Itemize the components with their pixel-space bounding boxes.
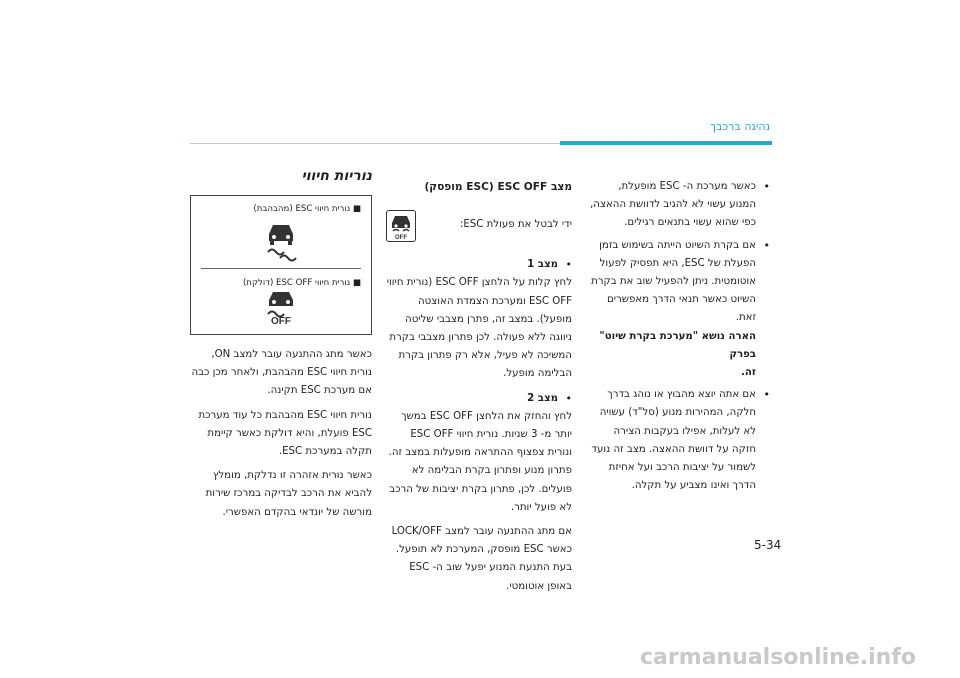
panel-divider bbox=[201, 268, 361, 269]
bullet-icon: • bbox=[565, 258, 572, 272]
section-title: נוריות חיווי bbox=[301, 168, 372, 184]
header-rule-accent bbox=[560, 141, 772, 145]
panel-label-blinking: ■ נורית חיווי ESC (מהבהבת) bbox=[253, 204, 361, 214]
list-item: • אם אתה יוצא מהבוץ או נוהג בדרך חלקה, המהירות מנוע (סל"ד) עשויה לא לעלות, אפילו בעקבות הצירה חזקה על דוושת ההאצה. מצב זה נועד לשמור על יציבות הרכב ועל אחיזת הדרך ואינו מצביע על תקלה. bbox=[591, 388, 770, 492]
esc-indicator-icon bbox=[265, 222, 297, 266]
esc-off-button-icon bbox=[386, 210, 416, 242]
section-header-title: נהיגה ברכבך bbox=[710, 120, 770, 133]
mode-2-title: • מצב 2 bbox=[386, 390, 572, 408]
paragraph: כאשר נורית אזהרה זו נדלקת, מומלץ להביא את הרכב לבדיקה במרכז שירות מורשה של יונדאי בהקדם האפשרי. bbox=[205, 470, 372, 518]
icon-caption: ידי לבטל את פעולת ESC: bbox=[459, 219, 572, 231]
esc-off-indicator-icon bbox=[265, 290, 297, 334]
bullet-icon: • bbox=[763, 238, 770, 252]
page-number: 5-34 bbox=[754, 538, 782, 552]
left-column bbox=[190, 346, 372, 522]
list-item: • כאשר מערכת ה- ESC מופעלת, המנוע עשוי לא להגיב לדוושת ההאצה, כפי שהוא עשוי בתנאים רגילים. bbox=[590, 180, 770, 229]
paragraph: נורית חיווי ESC מהבהבת כל עוד מערכת ESC פועלת, והיא דולקת כאשר קיימת תקלה במערכת ESC. bbox=[198, 409, 372, 458]
paragraph: כאשר מתג ההתנעה עובר למצב ON, נורית חיווי ESC מהבהבת, ולאחר מכן כבה אם מערכת ESC תקינה. bbox=[191, 349, 372, 397]
mode-1-text: לחץ קלות על הלחצן ESC OFF (נורית חיווי ESC OFF ומערכת הצמדת האוצטה מופעל). במצב זה, פתרן מצבבי שליטה ניווגה ללא פעולה. לכן פתרון מצבבי בקרת המשיכה לא פעיל, אלא רק פתרון בקרת הבלימה מופעל. bbox=[386, 277, 572, 380]
list-item: • אם בקרת השיוט הייתה בשימוש בזמן הפעלת של ESC, היא תפסיק לפעול אוטומטית. ניתן להפעיל שוב את בקרת השיוט כאשר תנאי הדרך מאפשרים זאת. הארה נושא "מערכת בקרת שיוט" בפרק זה. bbox=[590, 237, 770, 383]
bullet-icon: • bbox=[565, 391, 572, 405]
esc-off-button-row bbox=[386, 208, 572, 256]
middle-column bbox=[386, 178, 572, 596]
bullet-icon: • bbox=[763, 180, 770, 193]
bold-text: הארה נושא "מערכת בקרת שיוט" בפרק bbox=[599, 330, 756, 360]
bold-text: זה. bbox=[741, 367, 756, 379]
bullet-icon: • bbox=[763, 388, 770, 402]
panel-label-steady: ■ נורית חיווי ESC OFF (דולקת) bbox=[242, 278, 361, 288]
lock-off-text: אם מתג ההתנעה עובר למצב LOCK/OFF כאשר ESC מופסק, המערכת לא תופעל. בעת התנעת המנוע יפעל שוב ה- ESC באופן אוטומטי. bbox=[391, 526, 572, 592]
mode-1-title: • מצב 1 bbox=[386, 256, 572, 274]
right-column bbox=[590, 178, 770, 495]
off-text: OFF bbox=[271, 316, 291, 327]
mode-2-text: לחץ והחזק את הלחצן ESC OFF במשך יותר מ- 3 שניות. נורית חיווי ESC OFF ונורית צפצוף ההתראה מופעלות במצב זה. פתרון מנוע ופתרון בקרת הבלימה לא פועלים. לכן, פתרון בקרת יציבות של הרכב לא פועל יותר. bbox=[388, 410, 572, 513]
subsection-title: מצב ESC OFF (ESC מופסק) bbox=[424, 181, 572, 193]
watermark: carmanualsonline.info bbox=[640, 645, 916, 670]
indicator-panel bbox=[190, 195, 372, 335]
svg-text:OFF: OFF bbox=[395, 235, 407, 242]
